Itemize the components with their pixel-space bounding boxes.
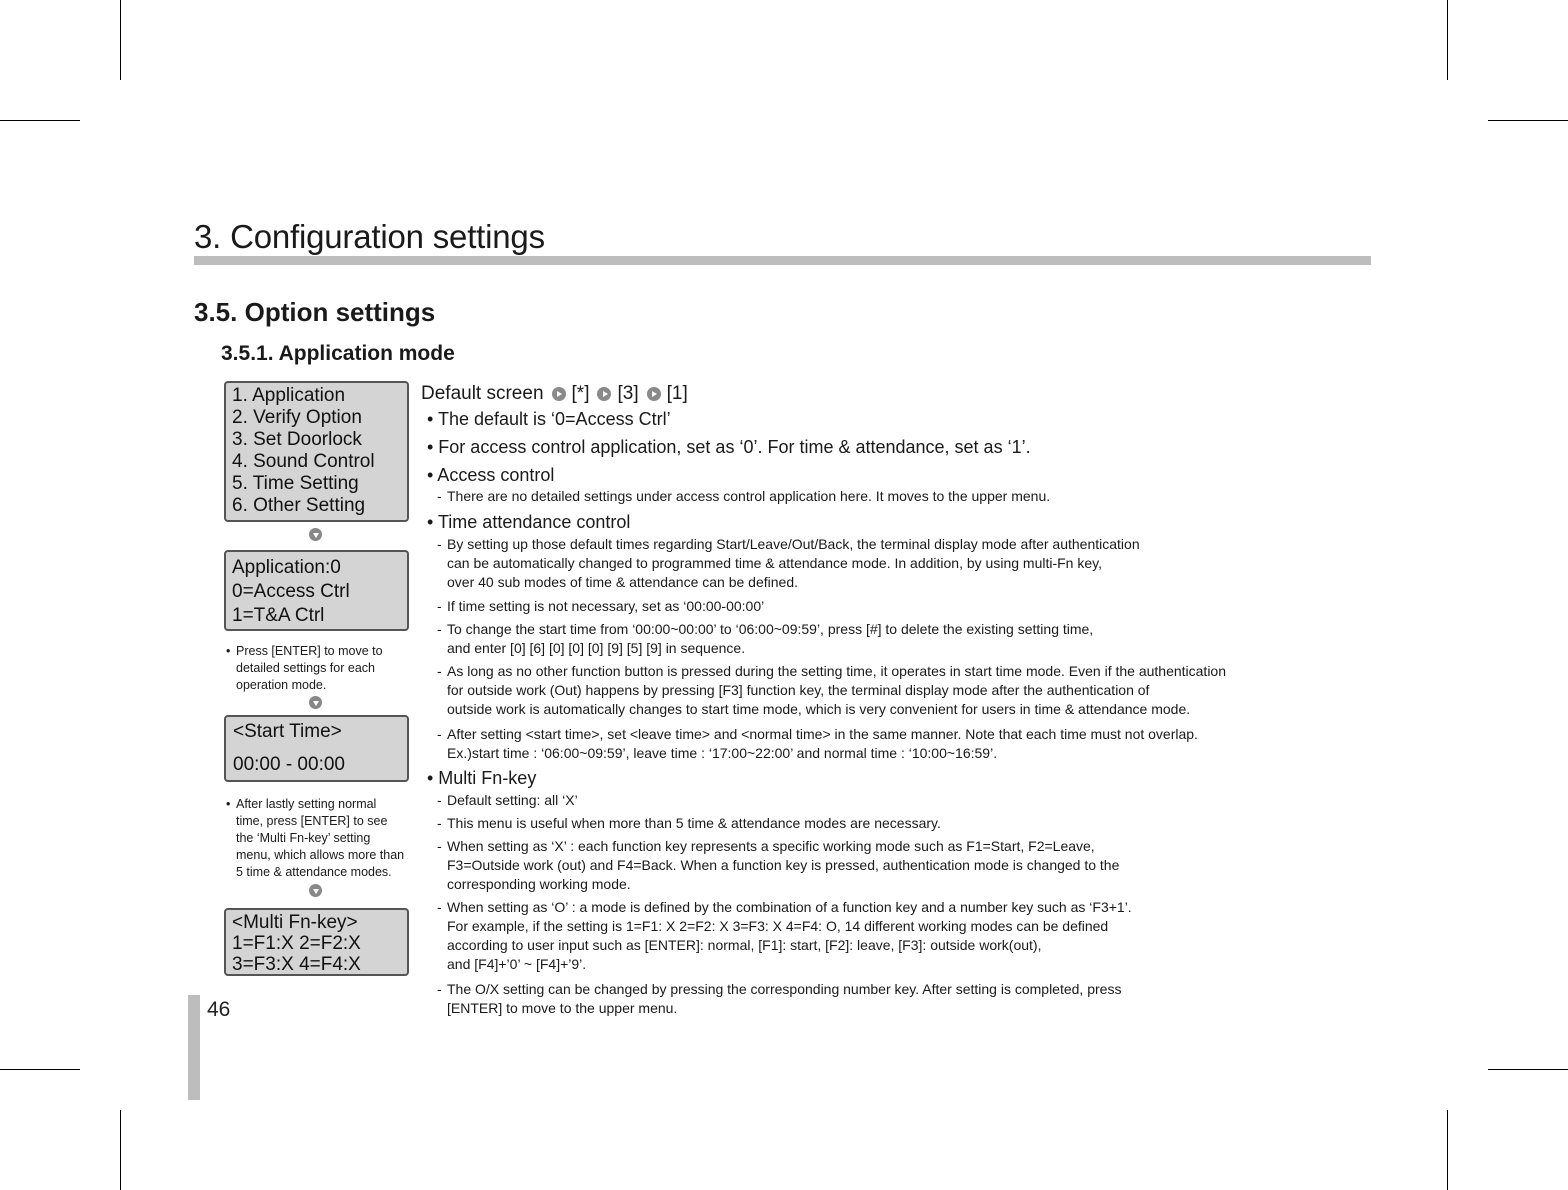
lcd-line: 2. Verify Option	[232, 407, 362, 428]
title-underline	[194, 256, 1371, 265]
crop-mark	[1447, 1110, 1448, 1190]
sub-item: - By setting up those default times regarding Start/Leave/Out/Back, the terminal display mode after authentication can be automatically changed to programmed time & attendance mode. In addition, by using multi-Fn key, over 40 sub modes of time & attendance can be defined.	[437, 536, 1140, 590]
sub-item-text: and [F4]+’0’ ~ [F4]+’9’.	[447, 956, 587, 972]
sub-item-text: corresponding working mode.	[447, 876, 631, 892]
sub-item: - This menu is useful when more than 5 time & attendance modes are necessary.	[437, 815, 941, 831]
sub-item-text: When setting as ‘O’ : a mode is defined by the combination of a function key and a number key such as ‘F3+1’.	[447, 899, 1132, 915]
sub-item-text: can be automatically changed to programmed time & attendance mode. In addition, by using multi-Fn key,	[447, 555, 1102, 571]
side-note-multi-fn	[226, 796, 416, 881]
lcd-line: 1=F1:X 2=F2:X	[232, 933, 361, 954]
sub-item: - There are no detailed settings under access control application here. It moves to the upper menu.	[437, 488, 1051, 504]
lcd-menu-screen	[224, 381, 409, 522]
crop-mark	[0, 1069, 80, 1070]
side-note-enter	[226, 643, 416, 694]
sub-item: - The O/X setting can be changed by pressing the corresponding number key. After setting is completed, press [ENTER] to move to the upper menu.	[437, 981, 1122, 1016]
sub-item-text: For example, if the setting is 1=F1: X 2=F2: X 3=F3: X 4=F4: O, 14 different working modes can be defined	[447, 918, 1109, 934]
sub-item-text: F3=Outside work (out) and F4=Back. When a function key is pressed, authentication mode is changed to the	[447, 857, 1120, 873]
sub-item: - To change the start time from ‘00:00~00:00’ to ‘06:00~09:59’, press [#] to delete the existing setting time, and enter [0] [6] [0] [0] [0] [9] [5] [9] in sequence.	[437, 621, 1094, 656]
heading-multi-fn-key: • Multi Fn-key	[427, 768, 537, 788]
sub-item-text: [ENTER] to move to the upper menu.	[447, 1000, 678, 1016]
crop-mark	[120, 0, 121, 80]
sub-item: - When setting as ‘X’ : each function key represents a specific working mode such as F1=Start, F2=Leave, F3=Outside work (out) and F4=Back. When a function key is pressed, authentication mode is changed to the corresponding working mode.	[437, 838, 1120, 892]
bullet-apply: • For access control application, set as ‘0’. For time & attendance, set as ‘1’.	[427, 437, 1031, 457]
lcd-line: 3=F3:X 4=F4:X	[232, 954, 361, 975]
lcd-line: 3. Set Doorlock	[232, 429, 362, 450]
sub-item: - As long as no other function button is pressed during the setting time, it operates in start time mode. Even if the authentication for outside work (Out) happens by pressing [F3] function key, the terminal display mode after the authentication of outside work is automatically changes to start time mode, which is very convenient for users in time & attendance mode.	[437, 663, 1227, 717]
sub-item-text: If time setting is not necessary, set as ‘00:00-00:00’	[447, 598, 765, 614]
bullet: •	[226, 797, 231, 811]
sub-item: - If time setting is not necessary, set as ‘00:00-00:00’	[437, 598, 765, 614]
sub-item-text: over 40 sub modes of time & attendance can be defined.	[447, 574, 799, 590]
chapter-title: 3. Configuration settings	[194, 218, 545, 255]
sub-item-text: This menu is useful when more than 5 time & attendance modes are necessary.	[447, 815, 941, 831]
heading-access-control: • Access control	[427, 465, 555, 485]
path-start: Default screen	[421, 383, 544, 404]
lcd-line: Application:0	[232, 557, 341, 578]
path-step: [1]	[666, 383, 688, 404]
note-line: menu, which allows more than	[236, 848, 405, 862]
note-line: After lastly setting normal	[236, 797, 377, 811]
note-line: detailed settings for each	[236, 661, 375, 675]
note-line: the ‘Multi Fn-key’ setting	[236, 831, 371, 845]
note-line: 5 time & attendance modes.	[236, 865, 392, 879]
sub-item-text: As long as no other function button is pressed during the setting time, it operates in start time mode. Even if the authentication	[447, 663, 1227, 679]
lcd-line: 1. Application	[232, 385, 346, 406]
lcd-line: 0=Access Ctrl	[232, 581, 350, 602]
subsection-title: 3.5.1. Application mode	[221, 342, 455, 365]
sub-item-text: Ex.)start time : ‘06:00~09:59’, leave time : ‘17:00~22:00’ and normal time : ‘10:00~16:59’.	[447, 745, 998, 761]
arrow-right-icon	[597, 387, 611, 401]
sub-item-text: for outside work (Out) happens by pressing [F3] function key, the terminal display mode after the authentication of	[447, 682, 1150, 698]
sub-item-text: When setting as ‘X’ : each function key represents a specific working mode such as F1=Start, F2=Leave,	[447, 838, 1095, 854]
crop-mark	[1488, 1069, 1568, 1070]
arrow-down-icon	[309, 528, 322, 541]
arrow-right-icon	[552, 387, 566, 401]
arrow-down-icon	[309, 696, 322, 709]
sub-item-text: according to user input such as [ENTER]: normal, [F1]: start, [F2]: leave, [F3]: outside work(out),	[447, 937, 1042, 953]
sub-item: - Default setting: all ‘X’	[437, 792, 578, 808]
sub-item-text: After setting <start time>, set <leave time> and <normal time> in the same manner. Note that each time must not overlap.	[447, 726, 1198, 742]
path-step: [*]	[571, 383, 590, 404]
bullet: •	[226, 644, 231, 658]
arrow-down-icon	[309, 884, 322, 897]
sub-item-text: and enter [0] [6] [0] [0] [0] [9] [5] [9] in sequence.	[447, 640, 746, 656]
note-line: operation mode.	[236, 678, 327, 692]
crop-mark	[1488, 120, 1568, 121]
lcd-application-screen	[224, 550, 409, 631]
lcd-multi-fn-screen	[224, 908, 409, 976]
page-marker-bar	[188, 995, 200, 1100]
arrow-right-icon	[647, 387, 661, 401]
section-title: 3.5. Option settings	[194, 297, 436, 327]
navigation-path	[421, 381, 1321, 407]
crop-mark	[0, 120, 80, 121]
crop-mark	[1447, 0, 1448, 80]
sub-item-text: The O/X setting can be changed by pressing the corresponding number key. After setting is completed, press	[447, 981, 1122, 997]
lcd-line: 1=T&A Ctrl	[232, 605, 325, 626]
lcd-line: 4. Sound Control	[232, 451, 375, 472]
heading-time-attendance: • Time attendance control	[427, 512, 631, 532]
page-number: 46	[207, 998, 231, 1021]
lcd-line: <Start Time>	[233, 721, 342, 742]
lcd-start-time-screen	[224, 715, 409, 782]
sub-item: - After setting <start time>, set <leave time> and <normal time> in the same manner. Note that each time must not overlap. Ex.)start time : ‘06:00~09:59’, leave time : ‘17:00~22:00’ and normal time : ‘10:00~16:59’.	[437, 726, 1198, 761]
lcd-line: 6. Other Setting	[232, 495, 366, 516]
sub-item-text: There are no detailed settings under access control application here. It moves to the upper menu.	[447, 488, 1051, 504]
sub-item-text: outside work is automatically changes to start time mode, which is very convenient for users in time & attendance mode.	[447, 701, 1191, 717]
note-line: time, press [ENTER] to see	[236, 814, 388, 828]
path-step: [3]	[617, 383, 639, 404]
note-line: Press [ENTER] to move to	[236, 644, 383, 658]
sub-item-text: To change the start time from ‘00:00~00:00’ to ‘06:00~09:59’, press [#] to delete the existing setting time,	[447, 621, 1094, 637]
lcd-line: 5. Time Setting	[232, 473, 359, 494]
crop-mark	[120, 1110, 121, 1190]
sub-item-text: By setting up those default times regarding Start/Leave/Out/Back, the terminal display mode after authentication	[447, 536, 1140, 552]
sub-item: - When setting as ‘O’ : a mode is defined by the combination of a function key and a number key such as ‘F3+1’. For example, if the setting is 1=F1: X 2=F2: X 3=F3: X 4=F4: O, 14 different working modes can be defined according to user input such as [ENTER]: normal, [F1]: start, [F2]: leave, [F3]: outside work(out), and [F4]+’0’ ~ [F4]+’9’.	[437, 899, 1132, 972]
lcd-line: 00:00 - 00:00	[233, 754, 345, 775]
sub-item-text: Default setting: all ‘X’	[447, 792, 578, 808]
bullet-default: • The default is ‘0=Access Ctrl’	[427, 409, 671, 429]
lcd-line: <Multi Fn-key>	[232, 912, 358, 933]
